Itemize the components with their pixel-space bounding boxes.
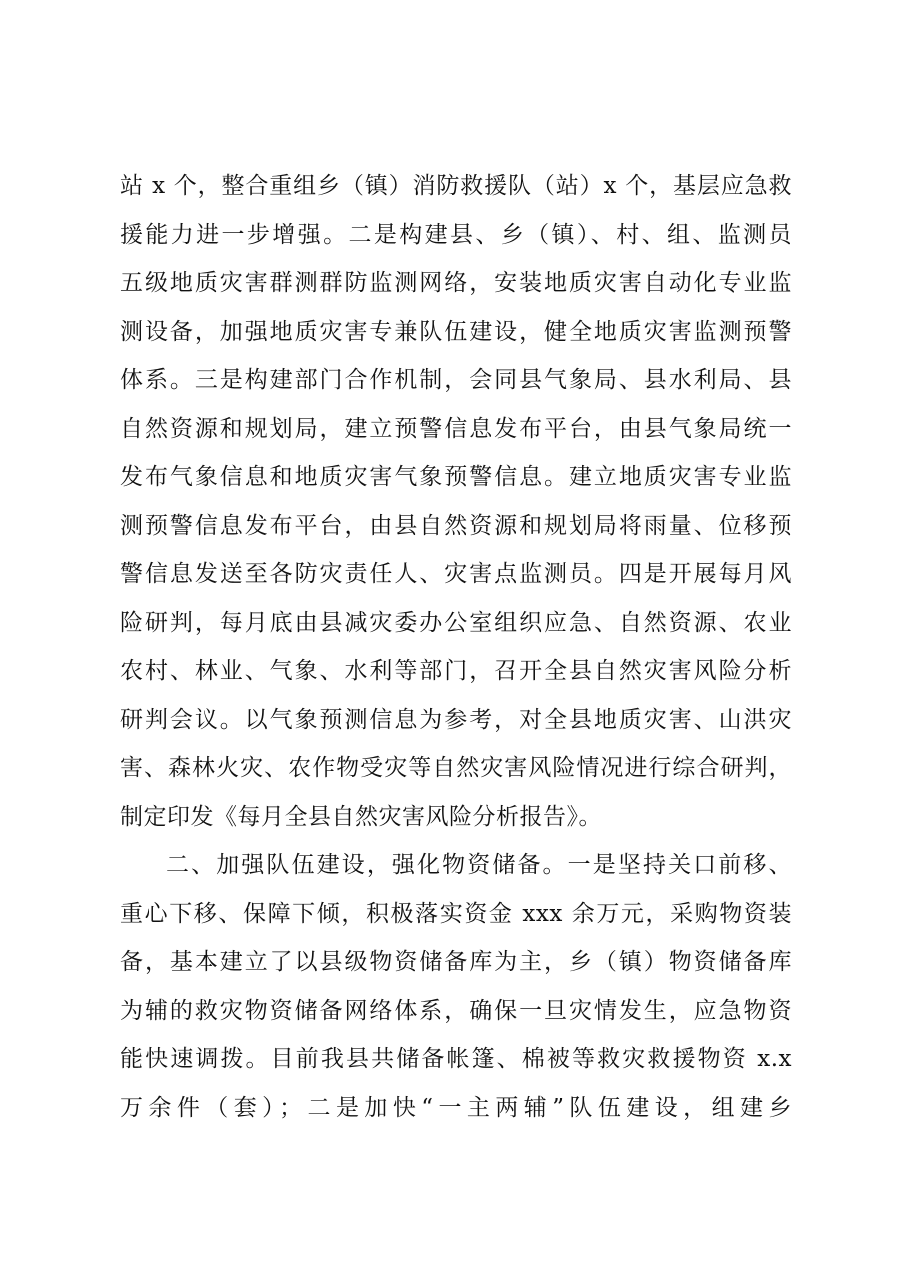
text-line: 发布气象信息和地质灾害气象预警信息。建立地质灾害专业监: [120, 464, 792, 490]
text-line: 险研判，每月底由县减灾委办公室组织应急、自然资源、农业: [120, 609, 792, 636]
text-line: 能快速调拨。目前我县共储备帐篷、棉被等救灾救援物资 x.x: [120, 1046, 792, 1072]
text-line: 农村、林业、气象、水利等部门，召开全县自然灾害风险分析: [120, 658, 792, 684]
text-line: 自然资源和规划局，建立预警信息发布平台，由县气象局统一: [120, 415, 792, 442]
text-line: 二、加强队伍建设，强化物资储备。一是坚持关口前移、: [166, 852, 792, 878]
text-line: 警信息发送至各防灾责任人、灾害点监测员。四是开展每月风: [120, 561, 792, 587]
text-line: 备，基本建立了以县级物资储备库为主，乡（镇）物资储备库: [120, 949, 792, 975]
text-line: 害、森林火灾、农作物受灾等自然灾害风险情况进行综合研判，: [120, 755, 792, 781]
text-line: 援能力进一步增强。二是构建县、乡（镇）、村、组、监测员: [120, 221, 792, 248]
text-line: 站 x 个，整合重组乡（镇）消防救援队（站）x 个，基层应急救: [120, 173, 792, 199]
text-line: 万余件（套）；二是加快“一主两辅”队伍建设，组建乡: [120, 1094, 792, 1121]
text-line: 测预警信息发布平台，由县自然资源和规划局将雨量、位移预: [120, 512, 792, 539]
text-line: 研判会议。以气象预测信息为参考，对全县地质灾害、山洪灾: [120, 706, 792, 733]
text-line: 制定印发《每月全县自然灾害风险分析报告》。: [120, 803, 602, 830]
document-body: [120, 162, 792, 1132]
text-line: 重心下移、保障下倾，积极落实资金 xxx 余万元，采购物资装: [120, 900, 792, 927]
text-line: 体系。三是构建部门合作机制，会同县气象局、县水利局、县: [120, 367, 792, 393]
text-line: 为辅的救灾物资储备网络体系，确保一旦灾情发生，应急物资: [120, 997, 792, 1024]
text-line: 测设备，加强地质灾害专兼队伍建设，健全地质灾害监测预警: [120, 318, 792, 345]
text-line: 五级地质灾害群测群防监测网络，安装地质灾害自动化专业监: [120, 270, 792, 296]
